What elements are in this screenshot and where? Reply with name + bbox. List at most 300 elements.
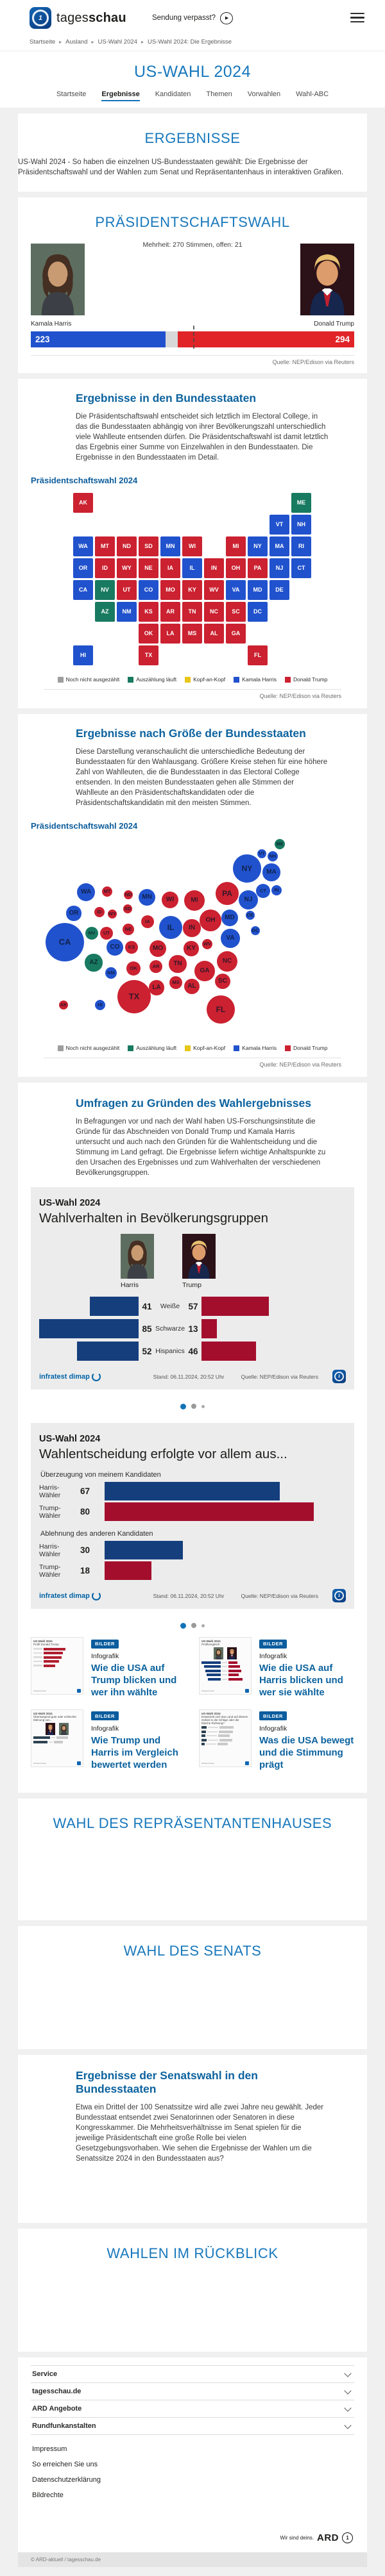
- state-tile-AL[interactable]: AL: [204, 624, 224, 644]
- section-senat: [18, 1926, 367, 2049]
- state-bubble-UT[interactable]: UT: [100, 927, 113, 940]
- state-bubble-HI[interactable]: HI: [95, 1000, 105, 1010]
- state-tile-NH[interactable]: NH: [291, 515, 311, 535]
- section-praesidentschaftswahl: [18, 197, 367, 373]
- bilder-badge: BILDER: [259, 1711, 287, 1720]
- state-tile-NJ[interactable]: NJ: [270, 558, 289, 578]
- legend-label: Kamala Harris: [242, 676, 277, 683]
- legend-label: Donald Trump: [293, 676, 328, 683]
- state-tile-MN[interactable]: MN: [160, 536, 180, 556]
- page-footer: [18, 2357, 367, 2552]
- ard-one-icon: 1: [342, 2532, 353, 2543]
- state-tile-PA[interactable]: PA: [248, 558, 268, 578]
- trump-label: Trump: [182, 1281, 201, 1289]
- state-bubble-AR[interactable]: AR: [150, 960, 162, 973]
- section-title-senat: WAHL DES SENATS: [123, 1943, 262, 1959]
- group-label: Überzeugung von meinem Kandidaten: [40, 1471, 161, 1479]
- harris-bar-zone: [39, 1297, 139, 1316]
- legend-swatch: [128, 677, 133, 683]
- trump-value: 46: [188, 1346, 198, 1356]
- footer-accordion-label: Rundfunkanstalten: [32, 2422, 96, 2431]
- state-bubble-PA[interactable]: PA: [216, 882, 239, 905]
- state-tile-IA[interactable]: IA: [160, 558, 180, 578]
- trump-bar: [201, 1297, 269, 1316]
- carousel-dot[interactable]: [201, 1405, 205, 1408]
- state-tile-NM[interactable]: NM: [117, 602, 137, 622]
- state-bubble-DE[interactable]: DE: [246, 911, 255, 920]
- chevron-down-icon: [344, 2404, 351, 2411]
- state-tile-WI[interactable]: WI: [182, 536, 202, 556]
- legend-item: [185, 1045, 225, 1051]
- state-tile-MO[interactable]: MO: [160, 580, 180, 600]
- carousel-dot[interactable]: [201, 1624, 205, 1627]
- senatswahl-heading: Ergebnisse der Senatswahl in den Bundesstaaten: [76, 2069, 258, 2096]
- state-bubble-AL[interactable]: AL: [184, 979, 200, 995]
- bubble-source: Quelle: NEP/Edison via Reuters: [44, 1058, 341, 1076]
- state-bubble-NM[interactable]: NM: [105, 967, 117, 979]
- tab-vorwahlen[interactable]: Vorwahlen: [247, 90, 281, 98]
- breadcrumb-separator: ▸: [91, 39, 94, 45]
- state-tile-TN[interactable]: TN: [182, 602, 202, 622]
- tab-wahl-abc[interactable]: Wahl-ABC: [296, 90, 329, 98]
- state-tile-KY[interactable]: KY: [182, 580, 202, 600]
- state-bubble-MS[interactable]: MS: [169, 976, 182, 989]
- majority-note: Mehrheit: 270 Stimmen, offen: 21: [142, 241, 243, 249]
- teaser-body: [91, 1637, 186, 1699]
- teaser-kicker: Infografik: [91, 1652, 119, 1660]
- state-tile-MD[interactable]: MD: [248, 580, 268, 600]
- infografik-teasers: [31, 1637, 354, 1771]
- chart-card-wahlentscheidung: [31, 1423, 354, 1609]
- state-tile-TX[interactable]: TX: [139, 645, 158, 665]
- voter-label: Trump-Wähler: [39, 1504, 61, 1520]
- section-umfragen: [18, 1083, 367, 1793]
- menu-icon[interactable]: [350, 13, 364, 25]
- harris-photo: [31, 244, 85, 315]
- legend-swatch: [234, 677, 239, 683]
- state-tile-WA[interactable]: WA: [73, 536, 93, 556]
- state-tile-CA[interactable]: CA: [73, 580, 93, 600]
- state-tile-SC[interactable]: SC: [226, 602, 246, 622]
- map-legend: [31, 676, 354, 683]
- legend-item: [285, 1045, 327, 1051]
- harris-bar: [39, 1319, 139, 1338]
- state-bubble-AK[interactable]: AK: [59, 1001, 68, 1010]
- section-bundesstaaten-karte: [18, 379, 367, 708]
- state-tile-VT[interactable]: VT: [270, 515, 289, 535]
- state-bubble-CT[interactable]: CT: [256, 884, 270, 898]
- trump-bar-zone: [201, 1319, 346, 1338]
- state-bubble-OK[interactable]: OK: [126, 961, 141, 976]
- state-tile-HI[interactable]: HI: [73, 645, 93, 665]
- trump-bar-zone: [201, 1342, 346, 1361]
- state-tile-AR[interactable]: AR: [160, 602, 180, 622]
- legend-item: [58, 1045, 120, 1051]
- footer-accordion-service[interactable]: [31, 2365, 354, 2383]
- harris-bar-zone: [39, 1342, 139, 1361]
- state-bubble-SC[interactable]: SC: [215, 974, 231, 990]
- sendung-verpasst-link[interactable]: [152, 12, 233, 24]
- map-source: Quelle: NEP/Edison via Reuters: [44, 689, 341, 707]
- state-bubble-MO[interactable]: MO: [150, 940, 166, 957]
- trump-name: Donald Trump: [314, 320, 354, 328]
- groesse-text: Diese Darstellung veranschaulicht die unterschiedliche Bedeutung der Bundesstaaten für den Wahlausgang. Größere Kreise stehen für eine höhere Zahl von Wahlleuten, die die Bundesstaaten in das Electoral College entsenden. In den meisten Bundesstaaten gehen alle Stimmen der Wahlleute an den Präsidentschaftskandidaten oder die Präsidentschaftskandidatin mit den meisten Stimmen.: [76, 748, 328, 807]
- state-bubble-MI[interactable]: MI: [184, 890, 205, 911]
- ard-tagline: Wir sind deins.: [280, 2535, 314, 2541]
- state-bubble-NC[interactable]: NC: [217, 951, 238, 972]
- state-bubble-TN[interactable]: TN: [169, 955, 186, 972]
- legend-item: [128, 1045, 176, 1051]
- legend-item: [185, 676, 225, 683]
- footer-link[interactable]: Impressum: [32, 2445, 67, 2454]
- section-ergebnisse: [18, 113, 367, 192]
- demographic-row: [39, 1342, 346, 1361]
- bundesstaaten-text: Die Präsidentschaftswahl entscheidet sich letztlich im Electoral College, in das die Bundesstaaten abhängig von ihrer Bevölkerungszahl unterschiedlich viele Wahlleute entsenden dürfen. Die Präsidentschaftswahl ist damit letztlich das Ergebnis einer Summe von Einzelwahlen in den Bundesstaaten. Die Ergebnisse in den Bundesstaaten im Detail.: [76, 413, 329, 461]
- voter-bar: [105, 1482, 280, 1500]
- legend-swatch: [128, 1045, 133, 1051]
- tab-ergebnisse[interactable]: Ergebnisse: [101, 90, 139, 101]
- teaser-thumbnail: US-Wahl 2024 Überwiegend gute oder schlechte Meinung von... infratest dimap: [31, 1709, 83, 1767]
- footer-links: [31, 2435, 354, 2503]
- bar-segment-harris: 223: [31, 331, 166, 347]
- umfragen-text: In Befragungen vor und nach der Wahl haben US-Forschungsinstitute die Gründe für das Abschneiden von Donald Trump und Kamala Harris untersucht und auch nach den Gründen für die Wahlentscheidung und die Stimmung im Land gefragt. Die Ergebnisse liefern wichtige Anhaltspunkte zu den Ursachen des Ergebnisses und zum Wahlverhalten der verschiedenen Bevölkerungsgruppen.: [76, 1118, 326, 1177]
- state-bubble-IN[interactable]: IN: [183, 919, 200, 936]
- trump-photo: [300, 244, 354, 315]
- breadcrumb-item[interactable]: US-Wahl 2024: [98, 38, 137, 46]
- state-tile-DC[interactable]: DC: [248, 602, 268, 622]
- carousel-dot-active[interactable]: [180, 1623, 186, 1629]
- reason-row: [39, 1541, 346, 1559]
- state-tile-WY[interactable]: WY: [117, 558, 137, 578]
- state-tile-WV[interactable]: WV: [204, 580, 224, 600]
- teaser-link[interactable]: [199, 1637, 354, 1699]
- legend-label: Donald Trump: [293, 1045, 328, 1051]
- voter-value: 80: [80, 1507, 90, 1517]
- state-tile-NY[interactable]: NY: [248, 536, 268, 556]
- state-tile-NV[interactable]: NV: [95, 580, 115, 600]
- breadcrumb-separator: ▸: [141, 39, 144, 45]
- trump-value: 57: [188, 1301, 198, 1311]
- group-label: Ablehnung des anderen Kandidaten: [40, 1530, 153, 1538]
- legend-label: Noch nicht ausgezählt: [65, 1045, 120, 1051]
- ard-logo-icon: 1: [332, 1589, 346, 1602]
- state-bubble-VT[interactable]: VT: [257, 849, 266, 858]
- state-tile-ND[interactable]: ND: [117, 536, 137, 556]
- state-bubble-ID[interactable]: ID: [94, 907, 105, 917]
- legend-swatch: [185, 1045, 191, 1051]
- state-bubble-CO[interactable]: CO: [107, 939, 123, 956]
- legend-item: [234, 676, 277, 683]
- footer-link[interactable]: Datenschutzerklärung: [32, 2476, 101, 2484]
- infratest-dimap-logo: infratest dimap: [39, 1591, 101, 1600]
- carousel-dot[interactable]: [191, 1623, 196, 1628]
- category-label: Weiße: [160, 1302, 180, 1310]
- tagesschau-app-icon: 1: [30, 7, 51, 29]
- state-bubble-AZ[interactable]: AZ: [85, 954, 102, 971]
- teaser-kicker: Infografik: [259, 1724, 287, 1733]
- carousel-dot-active[interactable]: [180, 1404, 186, 1409]
- bubble-chart-label: Präsidentschaftswahl 2024: [31, 821, 138, 831]
- carousel-dots: [18, 1399, 367, 1414]
- harris-bar: [77, 1342, 139, 1361]
- teaser-link[interactable]: [31, 1709, 186, 1772]
- teaser-body: [259, 1709, 354, 1772]
- teaser-link[interactable]: [31, 1637, 186, 1699]
- trump-bar: [201, 1319, 217, 1338]
- teaser-title: Wie Trump und Harris im Vergleich bewertet werden: [91, 1734, 178, 1770]
- state-bubble-TX[interactable]: TX: [117, 980, 151, 1013]
- state-tile-MT[interactable]: MT: [95, 536, 115, 556]
- chart-card-bevoelkerungsgruppen: [31, 1187, 354, 1390]
- harris-small-photo: [121, 1234, 154, 1279]
- bundesstaaten-heading: Ergebnisse in den Bundesstaaten: [76, 392, 257, 404]
- infratest-dimap-logo: infratest dimap: [39, 1372, 101, 1381]
- state-bubble-VA[interactable]: VA: [221, 929, 240, 948]
- map-chart-label: Präsidentschaftswahl 2024: [31, 476, 138, 485]
- tagesschau-logo[interactable]: [30, 7, 126, 29]
- chevron-down-icon: [344, 2370, 351, 2377]
- voter-bar: [105, 1561, 151, 1580]
- legend-item: [128, 676, 176, 683]
- footer-accordions: [31, 2365, 354, 2435]
- state-tile-ID[interactable]: ID: [95, 558, 115, 578]
- state-bubble-MD[interactable]: MD: [221, 910, 238, 926]
- footer-accordion-label: Service: [32, 2370, 58, 2379]
- chevron-down-icon: [344, 2387, 351, 2394]
- tab-startseite[interactable]: Startseite: [56, 90, 87, 98]
- tab-kandidaten[interactable]: Kandidaten: [155, 90, 191, 98]
- state-bubble-NV[interactable]: NV: [85, 927, 98, 940]
- legend-swatch: [58, 1045, 64, 1051]
- legend-label: Auszählung läuft: [136, 1045, 177, 1051]
- bilder-badge: BILDER: [259, 1640, 287, 1649]
- state-bubble-RI[interactable]: RI: [271, 885, 282, 895]
- voter-label: Harris-Wähler: [39, 1542, 61, 1558]
- harris-name: Kamala Harris: [31, 320, 72, 328]
- chart-kicker: US-Wahl 2024: [39, 1434, 101, 1444]
- voter-value: 67: [80, 1486, 90, 1496]
- source-note: Quelle: NEP/Edison via Reuters: [31, 355, 354, 373]
- teaser-link[interactable]: [199, 1709, 354, 1772]
- stand-note: Stand: 06.11.2024, 20:52 Uhr: [153, 1373, 225, 1380]
- state-bubble-NY[interactable]: NY: [233, 854, 261, 882]
- state-tile-UT[interactable]: UT: [117, 580, 137, 600]
- state-bubble-MN[interactable]: MN: [139, 889, 155, 906]
- category-label: Schwarze: [155, 1325, 185, 1333]
- teaser-title: Was die USA bewegt und die Stimmung prägt: [259, 1734, 354, 1770]
- state-tile-LA[interactable]: LA: [160, 624, 180, 644]
- state-bubble-WV[interactable]: WV: [202, 939, 212, 949]
- state-tile-OK[interactable]: OK: [139, 624, 158, 644]
- voter-label: Harris-Wähler: [39, 1483, 61, 1499]
- senatswahl-text: Etwa ein Drittel der 100 Senatssitze wird alle zwei Jahre neu gewählt. Jeder Bundesstaat entsendet zwei Senatorinnen oder Senatoren in diese Kongresskammer. Die Mehrheitsverhältnisse im Senat spielen für die jeweilige Präsidentschaft eine große Rolle bei vielen Gesetzgebungsvorhaben. Wie sehen die Ergebnisse der Wahlen um die Senatssitze 2024 in den Bundesstaaten aus?: [76, 2104, 324, 2163]
- voter-label: Trump-Wähler: [39, 1563, 61, 1579]
- state-tile-NC[interactable]: NC: [204, 602, 224, 622]
- legend-swatch: [185, 677, 191, 683]
- chevron-down-icon: [344, 2422, 351, 2429]
- trump-bar: [201, 1342, 256, 1361]
- tab-themen[interactable]: Themen: [206, 90, 232, 98]
- state-bubble-KS[interactable]: KS: [125, 941, 138, 954]
- state-tile-ME[interactable]: ME: [291, 493, 311, 513]
- state-bubble-OR[interactable]: OR: [66, 906, 81, 920]
- state-bubble-WA[interactable]: WA: [77, 883, 95, 901]
- state-tile-MS[interactable]: MS: [182, 624, 202, 644]
- electoral-college-bar: [31, 331, 354, 347]
- masthead: [0, 51, 385, 108]
- state-bubble-GA[interactable]: GA: [194, 961, 216, 982]
- breadcrumb-item[interactable]: Ausland: [65, 38, 88, 46]
- legend-item: [58, 676, 120, 683]
- state-tile-CT[interactable]: CT: [291, 558, 311, 578]
- footer-accordion-ardangebote[interactable]: [31, 2400, 354, 2418]
- breadcrumb-separator: ▸: [59, 39, 62, 45]
- legend-item: [285, 676, 327, 683]
- footer-accordion-label: tagesschau.de: [32, 2388, 81, 2396]
- legend-label: Noch nicht ausgezählt: [65, 676, 120, 683]
- state-bubble-ME[interactable]: ME: [275, 839, 285, 849]
- section-title-praesidentschaftswahl: PRÄSIDENTSCHAFTSWAHL: [95, 214, 290, 230]
- state-bubble-IL[interactable]: IL: [159, 916, 182, 939]
- state-bubble-DC[interactable]: DC: [251, 926, 260, 935]
- state-bubble-NJ[interactable]: NJ: [239, 890, 259, 910]
- trump-bar-zone: [201, 1297, 346, 1316]
- state-tile-OR[interactable]: OR: [73, 558, 93, 578]
- harris-bar: [90, 1297, 139, 1316]
- state-tile-KS[interactable]: KS: [139, 602, 158, 622]
- state-bubble-FL[interactable]: FL: [207, 995, 235, 1024]
- teaser-thumbnail: US-Wahl 2024 Entwickelt sich das Land auf diesem Gebiet in die richtige oder die falsche Richtung? infratest dimap: [199, 1709, 252, 1767]
- reason-groups: [39, 1471, 346, 1580]
- voter-bar: [105, 1541, 183, 1559]
- tab-bar: [0, 90, 385, 108]
- state-bubble-NH[interactable]: NH: [268, 851, 278, 861]
- ard-footer-logo[interactable]: [31, 2503, 354, 2552]
- breadcrumb-item[interactable]: US-Wahl 2024: Die Ergebnisse: [147, 38, 232, 46]
- legend-swatch: [285, 1045, 291, 1051]
- state-bubble-ND[interactable]: ND: [124, 890, 133, 899]
- state-tile-AZ[interactable]: AZ: [95, 602, 115, 622]
- demographic-row: [39, 1297, 346, 1316]
- teaser-thumbnail: US-Wahl 2024 Profil Donald Trump infratest dimap: [31, 1637, 83, 1695]
- harris-value: 85: [142, 1324, 152, 1334]
- voter-bar: [105, 1502, 314, 1521]
- breadcrumb-item[interactable]: Startseite: [30, 38, 56, 46]
- legend-swatch: [58, 677, 64, 683]
- state-bubble-NE[interactable]: NE: [123, 924, 134, 935]
- legend-swatch: [285, 677, 291, 683]
- demographics-rows: [39, 1297, 346, 1361]
- state-tile-SD[interactable]: SD: [139, 536, 158, 556]
- section-repraesentantenhaus: [18, 1799, 367, 1920]
- voter-value: 18: [80, 1566, 90, 1575]
- trump-small-photo: [182, 1234, 216, 1279]
- play-icon: ▶: [220, 12, 233, 24]
- bar-segment-open: [166, 331, 178, 347]
- bar-segment-trump: 294: [178, 331, 354, 347]
- state-tile-MA[interactable]: MA: [270, 536, 289, 556]
- ard-logo-icon: 1: [332, 1370, 346, 1383]
- teaser-body: [91, 1709, 186, 1772]
- state-tile-AK[interactable]: AK: [73, 493, 93, 513]
- state-tile-IL[interactable]: IL: [182, 558, 202, 578]
- state-bubble-OH[interactable]: OH: [200, 910, 221, 931]
- groesse-heading: Ergebnisse nach Größe der Bundesstaaten: [76, 727, 306, 740]
- state-tile-FL[interactable]: FL: [248, 645, 268, 665]
- bilder-badge: BILDER: [91, 1640, 119, 1649]
- state-bubble-CA[interactable]: CA: [46, 923, 84, 961]
- bubble-legend: [31, 1045, 354, 1051]
- footer-accordion-rundfunkanstalten[interactable]: [31, 2418, 354, 2435]
- footer-accordion-label: ARD Angebote: [32, 2405, 82, 2413]
- breadcrumb: [0, 36, 385, 51]
- legend-label: Kopf-an-Kopf: [193, 676, 226, 683]
- legend-label: Auszählung läuft: [136, 676, 177, 683]
- section-title-repraesentantenhaus: WAHL DES REPRÄSENTANTENHAUSES: [53, 1815, 332, 1832]
- state-bubble-SD[interactable]: SD: [123, 904, 132, 913]
- carousel-dot[interactable]: [191, 1404, 196, 1409]
- state-bubble-LA[interactable]: LA: [149, 980, 164, 995]
- state-tile-GA[interactable]: GA: [226, 624, 246, 644]
- harris-bar-zone: [39, 1319, 139, 1338]
- state-tile-MI[interactable]: MI: [226, 536, 246, 556]
- teaser-kicker: Infografik: [259, 1652, 287, 1660]
- footer-accordion-tagesschaude[interactable]: [31, 2383, 354, 2400]
- umfragen-heading: Umfragen zu Gründen des Wahlergebnisses: [76, 1097, 311, 1109]
- state-bubble-MT[interactable]: MT: [102, 886, 112, 897]
- state-bubble-KY[interactable]: KY: [184, 941, 198, 956]
- state-tile-IN[interactable]: IN: [204, 558, 224, 578]
- state-bubble-WY[interactable]: WY: [108, 910, 117, 918]
- sendung-verpasst-label: Sendung verpasst?: [151, 14, 216, 22]
- section-rueckblick: [18, 2229, 367, 2352]
- legend-swatch: [234, 1045, 239, 1051]
- page-title: US-WAHL 2024: [134, 63, 251, 81]
- us-states-bubble-map: [31, 836, 354, 1040]
- legend-label: Kopf-an-Kopf: [193, 1045, 226, 1051]
- state-tile-NE[interactable]: NE: [139, 558, 158, 578]
- teaser-title: Wie die USA auf Harris blicken und wer sie wählte: [259, 1663, 343, 1699]
- footer-link[interactable]: So erreichen Sie uns: [32, 2461, 98, 2469]
- footer-link[interactable]: Bildrechte: [32, 2491, 64, 2500]
- brand-text: tagesschau: [56, 10, 126, 25]
- state-bubble-WI[interactable]: WI: [162, 892, 178, 908]
- reason-row: [39, 1561, 346, 1580]
- harris-value: 41: [142, 1301, 152, 1311]
- top-header: [0, 0, 385, 36]
- copyright-strip: © ARD-aktuell / tagesschau.de: [18, 2552, 367, 2567]
- reason-row: [39, 1482, 346, 1500]
- state-bubble-MA[interactable]: MA: [262, 863, 280, 881]
- state-tile-VA[interactable]: VA: [226, 580, 246, 600]
- state-tile-OH[interactable]: OH: [226, 558, 246, 578]
- demographic-row: [39, 1319, 346, 1338]
- state-bubble-IA[interactable]: IA: [141, 915, 154, 928]
- trump-value: 13: [188, 1324, 198, 1334]
- chart-source: Quelle: NEP/Edison via Reuters: [241, 1592, 318, 1599]
- teaser-thumbnail: US-Wahl 2024 Profilvergleich infratest dimap: [199, 1637, 252, 1695]
- ard-wordmark: ARD: [317, 2532, 339, 2544]
- chart-title: Wahlentscheidung erfolgte vor allem aus...: [39, 1447, 287, 1461]
- section-bundesstaaten-groesse: [18, 714, 367, 1077]
- section-senatswahl-ergebnisse: [18, 2055, 367, 2223]
- chart-title: Wahlverhalten in Bevölkerungsgruppen: [39, 1211, 269, 1226]
- state-tile-CO[interactable]: CO: [139, 580, 158, 600]
- carousel-dots: [18, 1618, 367, 1633]
- state-tile-RI[interactable]: RI: [291, 536, 311, 556]
- category-label: Hispanics: [155, 1347, 185, 1355]
- state-tile-DE[interactable]: DE: [270, 580, 289, 600]
